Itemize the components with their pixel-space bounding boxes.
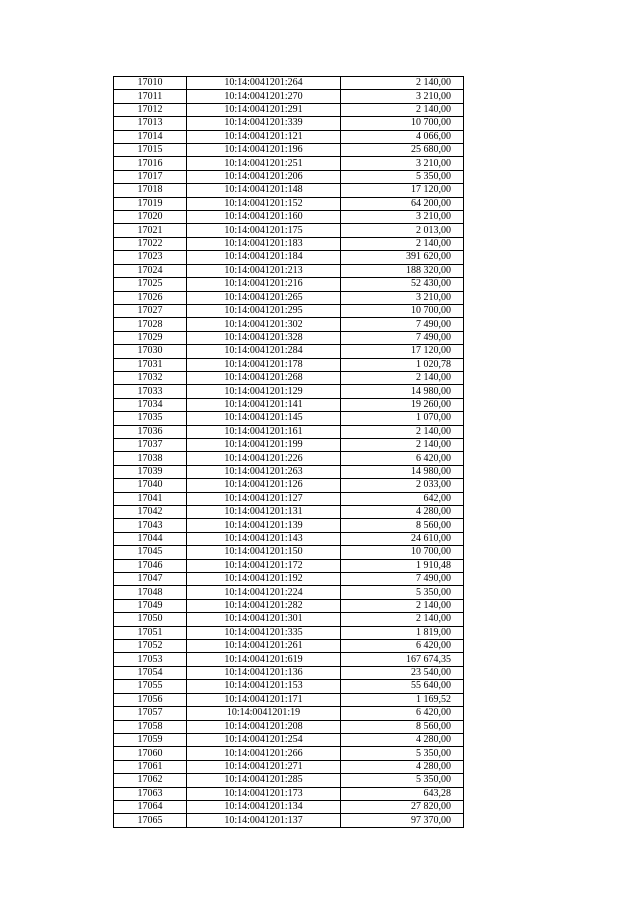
row-number-cell: 17012 (114, 103, 187, 116)
table-row (114, 90, 464, 103)
row-number-cell: 17024 (114, 264, 187, 277)
cadastral-number-cell: 10:14:0041201:175 (187, 224, 341, 237)
row-number-cell: 17056 (114, 693, 187, 706)
row-number-cell: 17060 (114, 747, 187, 760)
table-row (114, 345, 464, 358)
value-cell: 2 140,00 (341, 237, 464, 250)
table-row (114, 680, 464, 693)
value-cell: 52 430,00 (341, 278, 464, 291)
value-cell: 10 700,00 (341, 117, 464, 130)
row-number-cell: 17055 (114, 680, 187, 693)
value-cell: 2 140,00 (341, 371, 464, 384)
cadastral-number-cell: 10:14:0041201:153 (187, 680, 341, 693)
row-number-cell: 17047 (114, 573, 187, 586)
table-row (114, 519, 464, 532)
table-row (114, 546, 464, 559)
row-number-cell: 17022 (114, 237, 187, 250)
table-row (114, 77, 464, 90)
table-row (114, 707, 464, 720)
row-number-cell: 17062 (114, 774, 187, 787)
cadastral-number-cell: 10:14:0041201:295 (187, 304, 341, 317)
row-number-cell: 17040 (114, 479, 187, 492)
value-cell: 27 820,00 (341, 800, 464, 813)
value-cell: 7 490,00 (341, 318, 464, 331)
table-row (114, 559, 464, 572)
table-row (114, 358, 464, 371)
cadastral-number-cell: 10:14:0041201:285 (187, 774, 341, 787)
cadastral-number-cell: 10:14:0041201:339 (187, 117, 341, 130)
row-number-cell: 17045 (114, 546, 187, 559)
table-row (114, 304, 464, 317)
row-number-cell: 17042 (114, 506, 187, 519)
table-body (114, 77, 464, 828)
row-number-cell: 17054 (114, 666, 187, 679)
value-cell: 6 420,00 (341, 452, 464, 465)
value-cell: 642,00 (341, 492, 464, 505)
row-number-cell: 17051 (114, 626, 187, 639)
table-row (114, 184, 464, 197)
value-cell: 4 280,00 (341, 760, 464, 773)
cadastral-number-cell: 10:14:0041201:184 (187, 251, 341, 264)
row-number-cell: 17052 (114, 640, 187, 653)
value-cell: 17 120,00 (341, 345, 464, 358)
value-cell: 5 350,00 (341, 586, 464, 599)
cadastral-number-cell: 10:14:0041201:261 (187, 640, 341, 653)
value-cell: 643,28 (341, 787, 464, 800)
row-number-cell: 17017 (114, 170, 187, 183)
row-number-cell: 17038 (114, 452, 187, 465)
table-row (114, 787, 464, 800)
row-number-cell: 17057 (114, 707, 187, 720)
cadastral-number-cell: 10:14:0041201:302 (187, 318, 341, 331)
cadastral-number-cell: 10:14:0041201:268 (187, 371, 341, 384)
cadastral-number-cell: 10:14:0041201:150 (187, 546, 341, 559)
value-cell: 1 070,00 (341, 412, 464, 425)
value-cell: 6 420,00 (341, 640, 464, 653)
table-row (114, 224, 464, 237)
value-cell: 23 540,00 (341, 666, 464, 679)
row-number-cell: 17027 (114, 304, 187, 317)
value-cell: 10 700,00 (341, 546, 464, 559)
table-row (114, 479, 464, 492)
table-row (114, 733, 464, 746)
value-cell: 2 013,00 (341, 224, 464, 237)
row-number-cell: 17034 (114, 398, 187, 411)
cadastral-number-cell: 10:14:0041201:178 (187, 358, 341, 371)
value-cell: 2 140,00 (341, 613, 464, 626)
table-row (114, 693, 464, 706)
value-cell: 64 200,00 (341, 197, 464, 210)
table-row (114, 103, 464, 116)
value-cell: 5 350,00 (341, 170, 464, 183)
table-row (114, 492, 464, 505)
table-row (114, 640, 464, 653)
value-cell: 3 210,00 (341, 291, 464, 304)
table-row (114, 398, 464, 411)
cadastral-number-cell: 10:14:0041201:301 (187, 613, 341, 626)
value-cell: 2 140,00 (341, 103, 464, 116)
value-cell: 2 033,00 (341, 479, 464, 492)
row-number-cell: 17026 (114, 291, 187, 304)
cadastral-number-cell: 10:14:0041201:131 (187, 506, 341, 519)
value-cell: 2 140,00 (341, 425, 464, 438)
value-cell: 1 169,52 (341, 693, 464, 706)
table-row (114, 264, 464, 277)
row-number-cell: 17039 (114, 465, 187, 478)
cadastral-number-cell: 10:14:0041201:265 (187, 291, 341, 304)
value-cell: 2 140,00 (341, 77, 464, 90)
cadastral-number-cell: 10:14:0041201:171 (187, 693, 341, 706)
value-cell: 7 490,00 (341, 331, 464, 344)
cadastral-number-cell: 10:14:0041201:139 (187, 519, 341, 532)
cadastral-number-cell: 10:14:0041201:216 (187, 278, 341, 291)
table-row (114, 653, 464, 666)
row-number-cell: 17044 (114, 532, 187, 545)
cadastral-number-cell: 10:14:0041201:619 (187, 653, 341, 666)
table-row (114, 814, 464, 827)
row-number-cell: 17036 (114, 425, 187, 438)
table-row (114, 371, 464, 384)
value-cell: 3 210,00 (341, 157, 464, 170)
table-row (114, 385, 464, 398)
cadastral-number-cell: 10:14:0041201:254 (187, 733, 341, 746)
cadastral-number-cell: 10:14:0041201:126 (187, 479, 341, 492)
value-cell: 3 210,00 (341, 90, 464, 103)
row-number-cell: 17049 (114, 599, 187, 612)
table-row (114, 291, 464, 304)
table-row (114, 800, 464, 813)
value-cell: 1 020,78 (341, 358, 464, 371)
cadastral-number-cell: 10:14:0041201:121 (187, 130, 341, 143)
table-row (114, 586, 464, 599)
value-cell: 4 066,00 (341, 130, 464, 143)
value-cell: 17 120,00 (341, 184, 464, 197)
table-row (114, 237, 464, 250)
value-cell: 4 280,00 (341, 506, 464, 519)
cadastral-number-cell: 10:14:0041201:161 (187, 425, 341, 438)
row-number-cell: 17041 (114, 492, 187, 505)
value-cell: 97 370,00 (341, 814, 464, 827)
table-row (114, 438, 464, 451)
table-row (114, 117, 464, 130)
cadastral-number-cell: 10:14:0041201:284 (187, 345, 341, 358)
value-cell: 3 210,00 (341, 211, 464, 224)
row-number-cell: 17059 (114, 733, 187, 746)
cadastral-number-cell: 10:14:0041201:192 (187, 573, 341, 586)
table-row (114, 626, 464, 639)
table-row (114, 251, 464, 264)
value-cell: 188 320,00 (341, 264, 464, 277)
value-cell: 1 910,48 (341, 559, 464, 572)
table-row (114, 747, 464, 760)
row-number-cell: 17031 (114, 358, 187, 371)
cadastral-number-cell: 10:14:0041201:335 (187, 626, 341, 639)
cadastral-number-cell: 10:14:0041201:270 (187, 90, 341, 103)
value-cell: 2 140,00 (341, 599, 464, 612)
row-number-cell: 17010 (114, 77, 187, 90)
table-row (114, 331, 464, 344)
value-cell: 8 560,00 (341, 720, 464, 733)
row-number-cell: 17063 (114, 787, 187, 800)
cadastral-number-cell: 10:14:0041201:208 (187, 720, 341, 733)
value-cell: 5 350,00 (341, 774, 464, 787)
row-number-cell: 17013 (114, 117, 187, 130)
row-number-cell: 17023 (114, 251, 187, 264)
row-number-cell: 17018 (114, 184, 187, 197)
row-number-cell: 17037 (114, 438, 187, 451)
cadastral-number-cell: 10:14:0041201:141 (187, 398, 341, 411)
row-number-cell: 17015 (114, 144, 187, 157)
cadastral-number-cell: 10:14:0041201:282 (187, 599, 341, 612)
cadastral-number-cell: 10:14:0041201:328 (187, 331, 341, 344)
cadastral-number-cell: 10:14:0041201:196 (187, 144, 341, 157)
cadastral-number-cell: 10:14:0041201:19 (187, 707, 341, 720)
table-row (114, 573, 464, 586)
row-number-cell: 17043 (114, 519, 187, 532)
table-row (114, 130, 464, 143)
value-cell: 24 610,00 (341, 532, 464, 545)
cadastral-number-cell: 10:14:0041201:183 (187, 237, 341, 250)
row-number-cell: 17028 (114, 318, 187, 331)
table-row (114, 170, 464, 183)
cadastral-number-cell: 10:14:0041201:172 (187, 559, 341, 572)
table-row (114, 412, 464, 425)
cadastral-number-cell: 10:14:0041201:226 (187, 452, 341, 465)
value-cell: 14 980,00 (341, 385, 464, 398)
row-number-cell: 17016 (114, 157, 187, 170)
table-row (114, 613, 464, 626)
cadastral-number-cell: 10:14:0041201:137 (187, 814, 341, 827)
cadastral-number-cell: 10:14:0041201:160 (187, 211, 341, 224)
row-number-cell: 17048 (114, 586, 187, 599)
cadastral-number-cell: 10:14:0041201:271 (187, 760, 341, 773)
table-row (114, 278, 464, 291)
value-cell: 391 620,00 (341, 251, 464, 264)
row-number-cell: 17011 (114, 90, 187, 103)
cadastral-number-cell: 10:14:0041201:148 (187, 184, 341, 197)
table-row (114, 197, 464, 210)
row-number-cell: 17033 (114, 385, 187, 398)
row-number-cell: 17050 (114, 613, 187, 626)
cadastral-number-cell: 10:14:0041201:145 (187, 412, 341, 425)
row-number-cell: 17032 (114, 371, 187, 384)
table-row (114, 506, 464, 519)
cadastral-number-cell: 10:14:0041201:251 (187, 157, 341, 170)
table-row (114, 666, 464, 679)
cadastral-number-cell: 10:14:0041201:291 (187, 103, 341, 116)
table-row (114, 157, 464, 170)
value-cell: 14 980,00 (341, 465, 464, 478)
cadastral-number-cell: 10:14:0041201:224 (187, 586, 341, 599)
value-cell: 10 700,00 (341, 304, 464, 317)
table-row (114, 774, 464, 787)
table-row (114, 720, 464, 733)
row-number-cell: 17014 (114, 130, 187, 143)
cadastral-number-cell: 10:14:0041201:266 (187, 747, 341, 760)
row-number-cell: 17061 (114, 760, 187, 773)
row-number-cell: 17058 (114, 720, 187, 733)
value-cell: 4 280,00 (341, 733, 464, 746)
table-row (114, 465, 464, 478)
row-number-cell: 17019 (114, 197, 187, 210)
table-row (114, 599, 464, 612)
value-cell: 7 490,00 (341, 573, 464, 586)
value-cell: 2 140,00 (341, 438, 464, 451)
row-number-cell: 17053 (114, 653, 187, 666)
value-cell: 19 260,00 (341, 398, 464, 411)
cadastral-number-cell: 10:14:0041201:206 (187, 170, 341, 183)
table-row (114, 318, 464, 331)
table-row (114, 760, 464, 773)
table-row (114, 532, 464, 545)
cadastral-number-cell: 10:14:0041201:264 (187, 77, 341, 90)
table-row (114, 452, 464, 465)
row-number-cell: 17035 (114, 412, 187, 425)
value-cell: 5 350,00 (341, 747, 464, 760)
row-number-cell: 17064 (114, 800, 187, 813)
table-row (114, 144, 464, 157)
cadastral-number-cell: 10:14:0041201:213 (187, 264, 341, 277)
row-number-cell: 17046 (114, 559, 187, 572)
row-number-cell: 17065 (114, 814, 187, 827)
value-cell: 167 674,35 (341, 653, 464, 666)
value-cell: 8 560,00 (341, 519, 464, 532)
data-table (113, 76, 464, 828)
cadastral-number-cell: 10:14:0041201:152 (187, 197, 341, 210)
cadastral-number-cell: 10:14:0041201:129 (187, 385, 341, 398)
cadastral-number-cell: 10:14:0041201:127 (187, 492, 341, 505)
cadastral-number-cell: 10:14:0041201:143 (187, 532, 341, 545)
table-row (114, 211, 464, 224)
cadastral-number-cell: 10:14:0041201:263 (187, 465, 341, 478)
row-number-cell: 17030 (114, 345, 187, 358)
row-number-cell: 17020 (114, 211, 187, 224)
value-cell: 25 680,00 (341, 144, 464, 157)
row-number-cell: 17025 (114, 278, 187, 291)
row-number-cell: 17029 (114, 331, 187, 344)
value-cell: 6 420,00 (341, 707, 464, 720)
row-number-cell: 17021 (114, 224, 187, 237)
value-cell: 55 640,00 (341, 680, 464, 693)
table-row (114, 425, 464, 438)
value-cell: 1 819,00 (341, 626, 464, 639)
cadastral-number-cell: 10:14:0041201:134 (187, 800, 341, 813)
cadastral-number-cell: 10:14:0041201:173 (187, 787, 341, 800)
cadastral-number-cell: 10:14:0041201:136 (187, 666, 341, 679)
cadastral-number-cell: 10:14:0041201:199 (187, 438, 341, 451)
